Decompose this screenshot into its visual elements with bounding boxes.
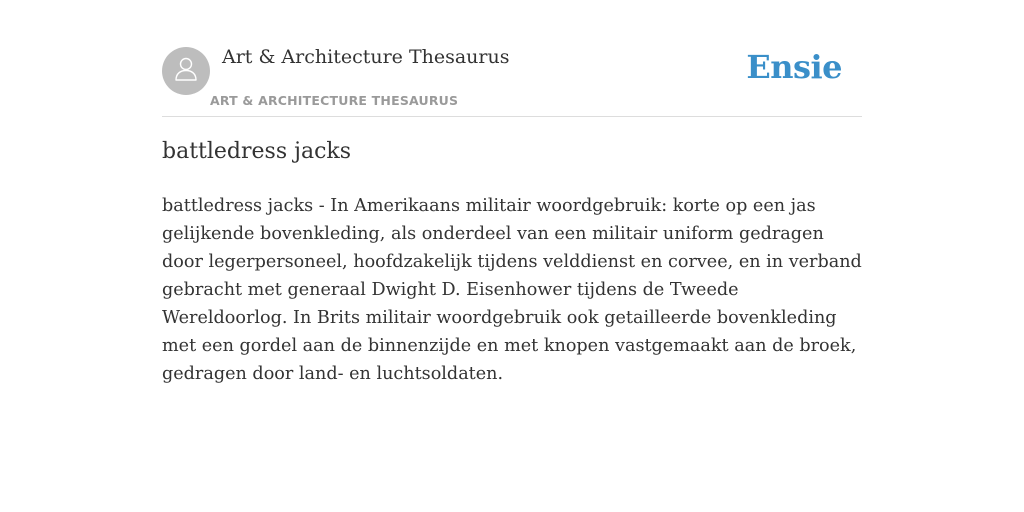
definition-text: battledress jacks - In Amerikaans militair woordgebruik: korte op een jas gelijkende bovenkleding, als onderdeel van een militair uniform gedragen door legerpersoneel, hoofdzakelijk tijdens velddienst en corvee, en in verband gebracht met generaal Dwight D. Eisenhower tijdens de Tweede Wereldoorlog. In Brits militair woordgebruik ook getailleerde bovenkleding met een gordel aan de binnenzijde en met knopen vastgemaakt aan de broek, gedragen door land- en luchtsoldaten.: [162, 196, 862, 384]
ensie-logo[interactable]: Ensie: [746, 48, 842, 86]
source-subtitle: ART & ARCHITECTURE THESAURUS: [210, 93, 459, 108]
source-header: [162, 40, 862, 117]
source-title[interactable]: Art & Architecture Thesaurus: [222, 46, 510, 68]
person-outline-icon: [172, 55, 200, 88]
avatar[interactable]: [162, 47, 210, 95]
page-title: battledress jacks: [162, 139, 352, 164]
